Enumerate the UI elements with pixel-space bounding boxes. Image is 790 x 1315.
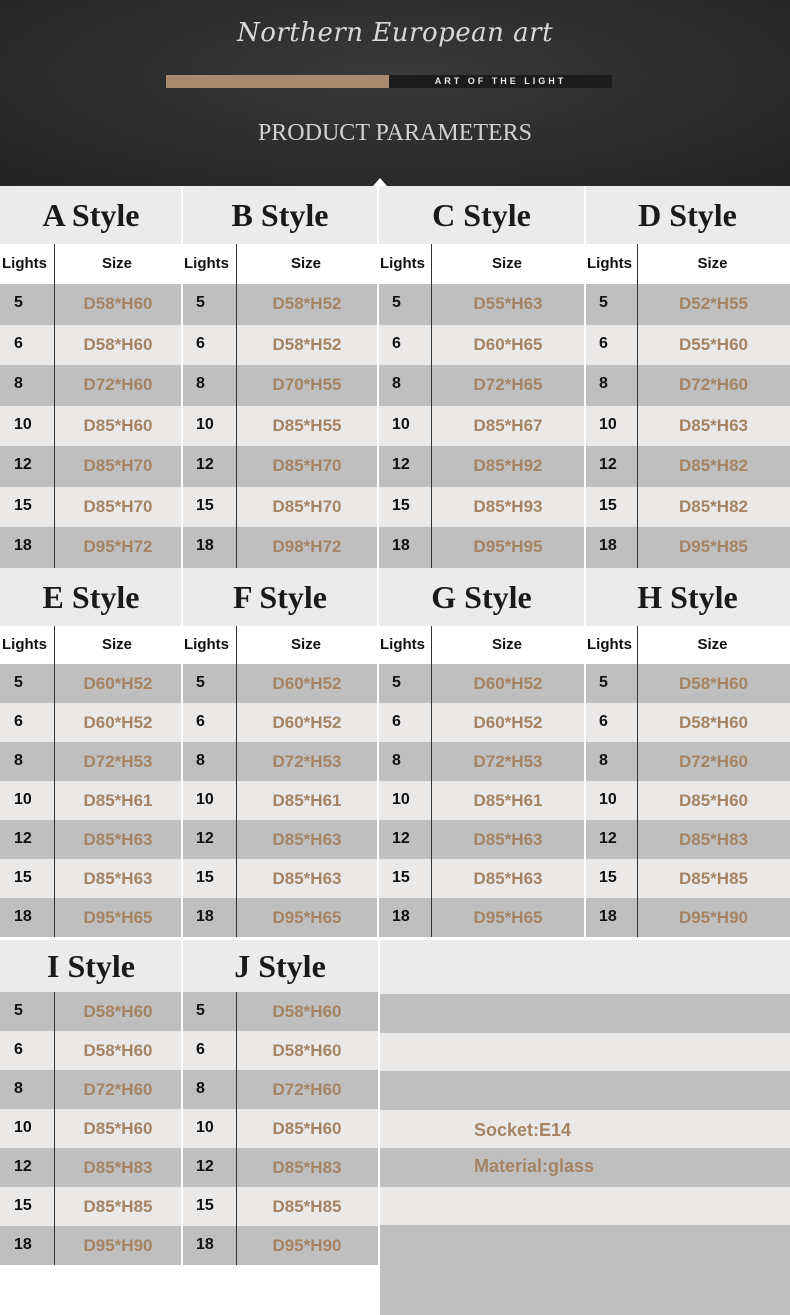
lights-count: 18 [392,537,410,555]
size-value: D58*H52 [272,294,342,314]
table-row [378,820,585,859]
lights-count: 6 [392,334,401,352]
table-row [378,527,585,568]
size-value: D60*H52 [272,712,342,732]
lights-count: 10 [196,415,214,433]
section-title: PRODUCT PARAMETERS [257,120,533,146]
table-row [182,1226,378,1265]
lights-count: 6 [196,1040,205,1058]
table-row [378,325,585,366]
size-value: D85*H63 [83,868,153,888]
size-header: Size [102,255,133,272]
notch-arrow-icon [373,178,387,186]
style-title: I Style [0,940,182,992]
table-row [0,365,182,406]
column-header [0,626,182,664]
lights-count: 15 [14,1196,32,1214]
style-table-d [585,186,790,568]
column-header [182,244,378,284]
column-divider [54,992,55,1265]
size-value: D72*H60 [679,751,748,771]
header-banner [0,0,790,186]
style-table-b [182,186,378,568]
size-value: D60*H52 [473,712,543,732]
size-value: D85*H70 [272,496,342,516]
column-divider [236,626,237,937]
table-row [585,325,790,366]
lights-count: 18 [196,1235,214,1253]
table-row [0,1187,182,1226]
style-table-c [378,186,585,568]
lights-count: 12 [392,829,410,847]
lights-header: Lights [184,255,229,272]
lights-count: 15 [599,868,617,886]
size-value: D85*H63 [679,415,748,435]
column-gutter [584,186,586,940]
size-value: D72*H60 [679,375,748,395]
size-value: D85*H61 [272,790,342,810]
table-row [378,898,585,937]
size-value: D58*H60 [83,334,153,354]
lights-count: 10 [14,1118,32,1136]
lights-count: 18 [14,537,32,555]
style-table-h [585,568,790,937]
lights-count: 6 [196,712,205,730]
lights-header: Lights [380,255,425,272]
column-header [585,244,790,284]
lights-count: 18 [14,1235,32,1253]
size-value: D72*H65 [473,375,543,395]
table-row [378,284,585,325]
table-row [0,742,182,781]
size-value: D85*H70 [272,456,342,476]
size-value: D98*H72 [272,537,342,557]
column-divider [637,626,638,937]
lights-count: 12 [392,456,410,474]
lights-count: 18 [392,907,410,925]
table-row [182,859,378,898]
filler-band [380,1225,790,1264]
filler-band [380,1264,790,1315]
table-row [182,1187,378,1226]
lights-count: 5 [599,673,608,691]
lights-count: 15 [599,496,617,514]
filler-band [380,940,790,994]
size-value: D72*H53 [473,751,543,771]
style-title: F Style [182,568,378,626]
column-divider [54,244,55,568]
table-row [182,1109,378,1148]
style-table-e [0,568,182,937]
size-value: D60*H52 [83,712,153,732]
table-row [585,365,790,406]
table-row [585,487,790,528]
lights-count: 15 [196,868,214,886]
size-header: Size [291,255,322,272]
table-row [0,703,182,742]
size-value: D72*H53 [83,751,153,771]
lights-count: 12 [14,456,32,474]
table-row [585,742,790,781]
size-value: D95*H90 [272,1235,342,1255]
column-header [0,244,182,284]
style-table-a [0,186,182,568]
table-row [585,820,790,859]
size-value: D85*H85 [83,1196,153,1216]
column-header [182,626,378,664]
size-value: D72*H60 [83,375,153,395]
column-gutter [181,940,183,1276]
table-row [182,1070,378,1109]
size-value: D95*H90 [83,1235,153,1255]
lights-count: 10 [599,415,617,433]
size-value: D60*H52 [473,673,543,693]
size-value: D85*H93 [473,496,543,516]
table-row [182,742,378,781]
table-row [0,1031,182,1070]
size-value: D58*H52 [272,334,342,354]
size-value: D85*H82 [679,456,748,476]
lights-count: 8 [196,375,205,393]
lights-count: 18 [14,907,32,925]
lights-count: 18 [599,537,617,555]
table-row [0,284,182,325]
size-value: D85*H92 [473,456,543,476]
lights-count: 5 [392,673,401,691]
size-value: D85*H60 [679,790,748,810]
lights-count: 5 [196,294,205,312]
size-value: D85*H70 [83,456,153,476]
size-value: D72*H53 [272,751,342,771]
size-value: D85*H60 [83,1118,153,1138]
lights-header: Lights [380,636,425,653]
size-header: Size [102,636,133,653]
table-row [0,1226,182,1265]
size-value: D58*H60 [272,1040,342,1060]
table-row [378,664,585,703]
table-row [182,284,378,325]
size-value: D85*H83 [272,1157,342,1177]
size-value: D58*H60 [83,294,153,314]
size-header: Size [492,255,523,272]
size-value: D72*H60 [83,1079,153,1099]
table-row [0,781,182,820]
column-divider [431,626,432,937]
style-table-g [378,568,585,937]
lights-count: 15 [14,868,32,886]
column-divider [431,244,432,568]
table-row [585,664,790,703]
lights-count: 18 [196,907,214,925]
lights-count: 5 [196,1001,205,1019]
column-header [585,626,790,664]
lights-count: 18 [599,907,617,925]
lights-count: 10 [599,790,617,808]
table-row [0,1109,182,1148]
filler-band [380,1033,790,1072]
lights-count: 12 [14,829,32,847]
lights-count: 10 [392,415,410,433]
table-row [0,992,182,1031]
table-row [0,406,182,447]
lights-count: 8 [392,751,401,769]
lights-count: 8 [196,751,205,769]
size-value: D70*H55 [272,375,342,395]
filler-band [380,1187,790,1226]
lights-count: 15 [196,496,214,514]
table-row [378,487,585,528]
size-value: D85*H63 [83,829,153,849]
lights-header: Lights [2,255,47,272]
size-value: D85*H63 [473,829,543,849]
column-header [378,626,585,664]
style-title: E Style [0,568,182,626]
decorative-rule [166,75,389,88]
parameter-tables [0,186,790,1276]
table-row [182,325,378,366]
column-header [378,244,585,284]
filler-band [380,1071,790,1110]
material-spec: Material:glass [474,1156,595,1176]
size-value: D85*H83 [83,1157,153,1177]
lights-header: Lights [587,255,632,272]
size-value: D58*H60 [679,712,748,732]
size-value: D85*H82 [679,496,748,516]
lights-count: 6 [196,334,205,352]
size-header: Size [492,636,523,653]
style-table-f [182,568,378,937]
lights-count: 12 [196,1157,214,1175]
lights-count: 6 [14,712,23,730]
size-value: D95*H90 [679,907,748,927]
style-title: G Style [378,568,585,626]
size-header: Size [697,636,728,653]
table-row [182,527,378,568]
lights-count: 15 [392,868,410,886]
lights-count: 6 [14,334,23,352]
table-row [585,284,790,325]
lights-count: 8 [392,375,401,393]
table-row [0,898,182,937]
size-value: D85*H61 [473,790,543,810]
lights-count: 15 [392,496,410,514]
table-row [0,664,182,703]
size-value: D58*H60 [679,673,748,693]
table-row [182,487,378,528]
table-row [585,781,790,820]
lights-count: 12 [14,1157,32,1175]
lights-count: 5 [196,673,205,691]
table-row [182,1031,378,1070]
size-value: D85*H67 [473,415,543,435]
lights-count: 8 [14,1079,23,1097]
size-value: D95*H72 [83,537,153,557]
style-title: H Style [585,568,790,626]
spec-panel [380,940,790,1276]
size-value: D85*H63 [272,829,342,849]
size-header: Size [697,255,728,272]
table-row [182,446,378,487]
lights-count: 5 [599,294,608,312]
lights-count: 12 [196,829,214,847]
lights-count: 6 [392,712,401,730]
lights-count: 10 [392,790,410,808]
table-row [182,898,378,937]
size-value: D85*H60 [272,1118,342,1138]
size-value: D85*H63 [272,868,342,888]
table-row [182,365,378,406]
size-value: D85*H63 [473,868,543,888]
style-title: B Style [182,186,378,244]
table-row [182,992,378,1031]
lights-count: 8 [196,1079,205,1097]
size-header: Size [291,636,322,653]
size-value: D95*H65 [272,907,342,927]
size-value: D85*H85 [679,868,748,888]
table-row [378,365,585,406]
style-title: J Style [182,940,378,992]
lights-count: 12 [599,456,617,474]
size-value: D60*H52 [83,673,153,693]
lights-count: 5 [392,294,401,312]
size-value: D55*H63 [473,294,543,314]
size-value: D58*H60 [272,1001,342,1021]
lights-count: 10 [196,790,214,808]
table-row [182,781,378,820]
lights-count: 15 [196,1196,214,1214]
size-value: D95*H65 [473,907,543,927]
column-gutter [377,186,379,940]
column-divider [236,992,237,1265]
table-row [182,1148,378,1187]
lights-count: 8 [599,751,608,769]
table-row [182,406,378,447]
tagline: ART OF THE LIGHT [389,75,612,88]
lights-count: 12 [599,829,617,847]
lights-header: Lights [2,636,47,653]
table-row [378,859,585,898]
lights-count: 15 [14,496,32,514]
table-row [182,664,378,703]
lights-count: 18 [196,537,214,555]
size-value: D60*H65 [473,334,543,354]
table-row [585,703,790,742]
lights-header: Lights [587,636,632,653]
lights-count: 6 [599,712,608,730]
style-title: A Style [0,186,182,244]
style-table-i [0,940,182,1265]
table-row [378,742,585,781]
table-row [182,703,378,742]
table-row [182,820,378,859]
filler-band [380,1110,790,1149]
size-value: D52*H55 [679,294,748,314]
lights-count: 6 [14,1040,23,1058]
table-row [585,898,790,937]
lights-count: 8 [599,375,608,393]
table-row [0,820,182,859]
table-row [585,446,790,487]
table-row [0,1148,182,1187]
lights-count: 8 [14,751,23,769]
lights-count: 8 [14,375,23,393]
table-row [378,446,585,487]
lights-header: Lights [184,636,229,653]
table-row [585,859,790,898]
lights-count: 5 [14,1001,23,1019]
lights-count: 10 [14,790,32,808]
size-value: D85*H55 [272,415,342,435]
size-value: D55*H60 [679,334,748,354]
lights-count: 10 [14,415,32,433]
filler-band [380,994,790,1033]
lights-count: 5 [14,673,23,691]
table-row [585,406,790,447]
table-row [0,325,182,366]
size-value: D58*H60 [83,1040,153,1060]
size-value: D85*H60 [83,415,153,435]
size-value: D85*H70 [83,496,153,516]
table-row [0,446,182,487]
table-row [0,527,182,568]
size-value: D95*H85 [679,537,748,557]
size-value: D85*H83 [679,829,748,849]
table-row [378,781,585,820]
table-row [0,859,182,898]
table-row [0,487,182,528]
brand-script-title: Northern European art [236,18,554,48]
style-title: C Style [378,186,585,244]
size-value: D95*H65 [83,907,153,927]
size-value: D85*H61 [83,790,153,810]
socket-spec: Socket:E14 [474,1120,572,1140]
column-divider [236,244,237,568]
table-row [378,703,585,742]
column-divider [54,626,55,937]
lights-count: 5 [14,294,23,312]
size-value: D60*H52 [272,673,342,693]
size-value: D95*H95 [473,537,543,557]
size-value: D85*H85 [272,1196,342,1216]
column-gutter [181,186,183,940]
style-table-j [182,940,378,1265]
size-value: D58*H60 [83,1001,153,1021]
style-title: D Style [585,186,790,244]
size-value: D72*H60 [272,1079,342,1099]
lights-count: 12 [196,456,214,474]
table-row [0,1070,182,1109]
lights-count: 10 [196,1118,214,1136]
table-row [585,527,790,568]
table-row [378,406,585,447]
lights-count: 6 [599,334,608,352]
column-divider [637,244,638,568]
